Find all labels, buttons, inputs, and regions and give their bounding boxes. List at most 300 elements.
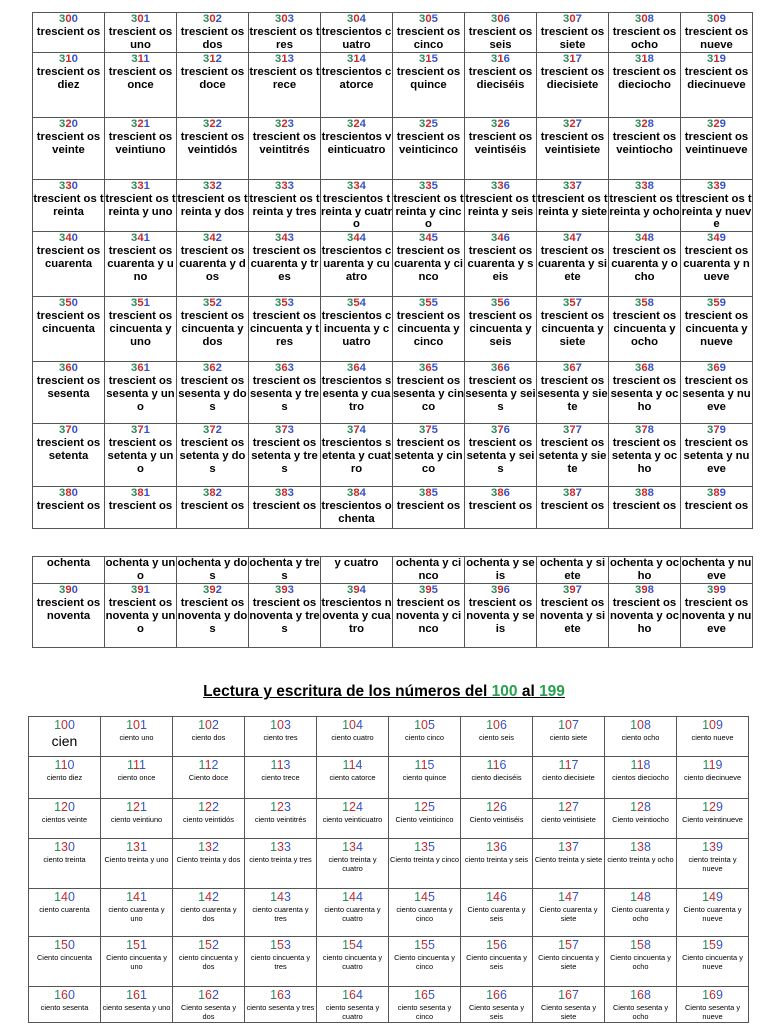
cell-number: 160 [54,988,75,1002]
cell-number: 379 [707,424,726,437]
number-cell [461,717,533,757]
number-cell [609,179,681,232]
number-word: Ciento treinta y uno [104,855,169,864]
number-cell [537,583,609,647]
number-word: ciento cuarenta y cuatro [324,905,381,923]
cell-number: 166 [486,988,507,1002]
cell-number: 328 [635,117,654,130]
cell-number: 348 [635,232,654,245]
cell-number: 339 [707,179,726,192]
cell-number: 304 [347,13,366,25]
number-word: trescient os uno [108,25,173,51]
number-word: trescient os nueve [684,25,749,51]
cell-number: 359 [707,297,726,310]
number-cell [461,757,533,799]
cell-number: 309 [707,13,726,25]
number-word: ochenta y uno [105,557,176,582]
number-word: trescient os sesenta y seis [465,375,536,414]
number-word: ciento quince [402,773,447,782]
cell-number: 394 [347,583,366,596]
cell-number: 101 [126,718,147,732]
cell-number: 167 [558,988,579,1002]
number-cell [177,13,249,53]
number-word: trescient os noventa y siete [539,596,606,635]
number-word: ciento sesenta y cinco [397,1003,452,1021]
number-cell [461,889,533,937]
number-word: trescient os setenta y cinco [394,437,463,476]
number-cell [29,937,101,987]
cell-number: 161 [126,988,147,1002]
number-cell [105,179,177,232]
number-word: ciento cincuenta y tres [250,953,311,971]
number-word: Ciento cuarenta y ocho [611,905,670,923]
number-word: trescientos cincuenta y cuatro [321,310,392,349]
number-word: trescient os setenta y tres [251,437,318,476]
number-word: ciento treinta y seis [464,855,529,864]
cell-number: 368 [635,362,654,375]
cell-number: 156 [486,938,507,952]
number-cell [173,937,245,987]
number-cell [245,937,317,987]
cell-number: 342 [203,232,222,245]
cell-number: 146 [486,890,507,904]
number-cell [677,799,749,839]
number-word: Ciento cincuenta y uno [106,953,167,971]
number-cell [101,839,173,889]
number-cell [105,52,177,117]
number-word: trescient os [252,500,317,513]
cell-number: 310 [59,52,78,65]
cell-number: 124 [342,800,363,814]
number-word: trescient os noventa y ocho [609,596,680,635]
number-word: trescient os treinta y cinco [393,192,464,231]
number-word: trescient os sesenta y siete [537,375,608,414]
cell-number: 352 [203,297,222,310]
number-word: trescient os setenta y nueve [683,437,750,476]
number-cell [321,179,393,232]
number-word: trescient os veintiuno [108,130,173,156]
cell-number: 382 [203,487,222,500]
cell-number: 140 [54,890,75,904]
number-cell [101,987,173,1023]
number-word: trescient os sesenta y ocho [610,375,679,414]
number-word: Ciento cincuenta y nueve [682,953,743,971]
table-row [33,362,753,424]
number-cell [33,583,105,647]
cell-number: 363 [275,362,294,375]
cell-number: 332 [203,179,222,192]
number-cell [389,757,461,799]
number-cell [389,987,461,1023]
number-cell [465,557,537,584]
cell-number: 375 [419,424,438,437]
number-cell [393,583,465,647]
number-word: ciento nueve [691,733,734,742]
cell-number: 163 [270,988,291,1002]
number-word: Ciento veintiséis [469,815,524,824]
number-word: ciento treinta [43,855,86,864]
cell-number: 141 [126,890,147,904]
number-word: trescient os once [108,65,173,91]
cell-number: 313 [275,52,294,65]
cell-number: 393 [275,583,294,596]
number-word: trescient os ocho [612,25,677,51]
number-word: ciento diecinueve [683,773,742,782]
number-word: ciento sesenta y cuatro [325,1003,380,1021]
number-word: ciento sesenta y uno [102,1003,171,1012]
number-word: ciento veintisiete [541,815,596,824]
number-word: trescientos setenta y cuatro [321,437,392,476]
number-word: ochenta y siete [539,557,606,582]
number-word: trescient os doce [180,65,245,91]
numbers-300-389-table [32,12,753,529]
number-word: trescient os [36,500,101,513]
number-cell [537,297,609,362]
number-cell [177,179,249,232]
numbers-380-399-table [32,556,753,648]
number-word: trescient os cincuenta y seis [468,310,533,349]
number-cell [249,583,321,647]
number-cell [605,757,677,799]
cell-number: 399 [707,583,726,596]
number-cell [101,799,173,839]
number-word: ciento veintidós [183,815,234,824]
cell-number: 133 [270,840,291,854]
cell-number: 386 [491,487,510,500]
number-word: trescient os trece [249,65,320,91]
number-cell [389,889,461,937]
number-cell [245,889,317,937]
number-cell [393,487,465,529]
number-cell [681,487,753,529]
number-word: trescientos veinticuatro [321,130,392,156]
number-cell [465,297,537,362]
number-cell [605,889,677,937]
number-cell [33,52,105,117]
cell-number: 113 [270,758,291,772]
number-cell [33,362,105,424]
number-word: trescient os cincuenta y dos [180,310,245,349]
number-cell [173,889,245,937]
number-word: trescient os siete [540,25,605,51]
number-word: ciento cuarenta [39,905,90,914]
number-word: ciento cuatro [331,733,374,742]
number-cell [681,232,753,297]
cell-number: 138 [630,840,651,854]
number-word: trescientos sesenta y cuatro [321,375,392,414]
number-word: trescient os sesenta y uno [106,375,175,414]
number-cell [249,52,321,117]
cell-number: 108 [630,718,651,732]
number-cell [245,757,317,799]
number-cell [605,937,677,987]
number-cell [321,583,393,647]
cell-number: 346 [491,232,510,245]
number-word: trescient os cuarenta y dos [179,245,246,284]
number-word: y cuatro [334,557,379,569]
number-cell [105,232,177,297]
number-cell [681,179,753,232]
cell-number: 322 [203,117,222,130]
number-cell [317,889,389,937]
cell-number: 314 [347,52,366,65]
number-word: trescient os noventa y dos [177,596,248,635]
number-cell [249,557,321,584]
number-cell [173,717,245,757]
cell-number: 396 [491,583,510,596]
number-cell [173,839,245,889]
number-cell [677,937,749,987]
table-row [29,839,749,889]
number-word: ciento cinco [404,733,445,742]
number-cell [321,297,393,362]
number-word: cientos veinte [41,815,88,824]
number-cell [389,717,461,757]
number-cell [389,839,461,889]
cell-number: 104 [342,718,363,732]
number-cell [465,362,537,424]
number-cell [677,757,749,799]
cell-number: 350 [59,297,78,310]
table-row [33,117,753,179]
number-word: trescientos catorce [321,65,392,91]
number-cell [681,52,753,117]
cell-number: 311 [131,52,150,65]
cell-number: 134 [342,840,363,854]
number-word: trescient os quince [396,65,461,91]
number-cell [461,987,533,1023]
cell-number: 369 [707,362,726,375]
cell-number: 139 [702,840,723,854]
number-cell [537,424,609,487]
cell-number: 132 [198,840,219,854]
number-cell [393,557,465,584]
number-cell [245,799,317,839]
number-cell [605,799,677,839]
cell-number: 127 [558,800,579,814]
number-cell [609,557,681,584]
cell-number: 398 [635,583,654,596]
number-word: trescient os sesenta [36,375,101,401]
cell-number: 317 [563,52,582,65]
table-row [29,799,749,839]
cell-number: 327 [563,117,582,130]
heading-prefix: Lectura y escritura de los números del [203,683,492,700]
number-cell [537,179,609,232]
number-cell [249,117,321,179]
number-word: ochenta y cinco [395,557,462,582]
number-cell [105,583,177,647]
number-cell [29,799,101,839]
number-cell [173,757,245,799]
cell-number: 130 [54,840,75,854]
number-word: Ciento cuarenta y siete [539,905,598,923]
number-cell [105,362,177,424]
number-cell [681,13,753,53]
number-cell [609,424,681,487]
cell-number: 126 [486,800,507,814]
number-word: ciento cuarenta y cinco [396,905,453,923]
cell-number: 324 [347,117,366,130]
number-word: trescientos cuatro [321,25,392,51]
cell-number: 158 [630,938,651,952]
cell-number: 380 [59,487,78,500]
cell-number: 120 [54,800,75,814]
number-word: Ciento sesenta y nueve [684,1003,741,1021]
number-cell [465,583,537,647]
number-cell [393,13,465,53]
cell-number: 118 [630,758,651,772]
number-cell [677,717,749,757]
number-cell [321,557,393,584]
number-word: ciento diecisiete [542,773,595,782]
number-cell [537,52,609,117]
number-cell [393,179,465,232]
number-word: trescient os veinte [36,130,101,156]
number-cell [533,937,605,987]
number-cell [609,52,681,117]
number-word: ciento veintitrés [254,815,307,824]
number-word: ciento uno [119,733,154,742]
number-word: trescient os cincuenta y nueve [684,310,749,349]
number-word: trescient os dieciséis [468,65,533,91]
number-word: ciento dos [191,733,226,742]
number-cell [537,13,609,53]
number-cell [173,987,245,1023]
cell-number: 148 [630,890,651,904]
number-word: trescient os cinco [396,25,461,51]
cell-number: 153 [270,938,291,952]
number-word: Ciento doce [188,773,229,782]
number-word: trescient os noventa y tres [249,596,320,635]
number-word: trescient os sesenta y tres [249,375,320,414]
cell-number: 123 [270,800,291,814]
table-row [33,487,753,529]
number-cell [33,179,105,232]
number-word: ciento treinta y cuatro [328,855,377,873]
number-cell [389,937,461,987]
number-cell [533,799,605,839]
number-word: trescient os cincuenta y cinco [396,310,461,349]
cell-number: 320 [59,117,78,130]
number-cell [33,487,105,529]
cell-number: 102 [198,718,219,732]
cell-number: 155 [414,938,435,952]
number-word: Ciento treinta y dos [176,855,241,864]
cell-number: 343 [275,232,294,245]
number-word: trescient os veintiocho [612,130,677,156]
number-cell [393,362,465,424]
number-word: Ciento sesenta y seis [468,1003,525,1021]
cell-number: 315 [419,52,438,65]
number-cell [461,839,533,889]
number-word: trescient os cuarenta y tres [250,245,319,284]
number-cell [533,987,605,1023]
number-word: trescient os diecisiete [540,65,605,91]
number-word: trescient os diez [36,65,101,91]
number-cell [177,583,249,647]
number-cell [177,52,249,117]
number-cell [677,889,749,937]
number-cell [393,117,465,179]
table-row [29,889,749,937]
cell-number: 316 [491,52,510,65]
number-cell [105,424,177,487]
cell-number: 103 [270,718,291,732]
number-word: trescient os [612,500,677,513]
table-row [29,987,749,1023]
number-cell [249,179,321,232]
number-cell [317,987,389,1023]
number-cell [101,757,173,799]
number-cell [681,117,753,179]
number-word: trescient os cincuenta [36,310,101,336]
cell-number: 360 [59,362,78,375]
number-word: ciento veintiuno [110,815,163,824]
number-word: trescient os setenta [36,437,101,463]
number-cell [609,232,681,297]
cell-number: 125 [414,800,435,814]
heading-from: 100 [491,683,518,700]
section-heading [0,683,768,701]
cell-number: 391 [131,583,150,596]
number-cell [321,117,393,179]
number-word: trescient os cuarenta y ocho [611,245,678,284]
number-word: trescientos treinta y cuatro [321,192,392,231]
number-cell [681,583,753,647]
number-cell [609,362,681,424]
number-cell [677,839,749,889]
number-cell [105,297,177,362]
number-cell [29,987,101,1023]
number-word: ciento treinta y ocho [607,855,674,864]
heading-to: 199 [539,683,565,700]
cell-number: 365 [419,362,438,375]
number-word: ciento once [117,773,156,782]
number-word: Ciento sesenta y dos [180,1003,237,1021]
number-cell [33,424,105,487]
number-word: ochenta [46,557,91,569]
number-cell [177,362,249,424]
cell-number: 147 [558,890,579,904]
number-word: trescient os diecinueve [684,65,749,91]
cell-number: 376 [491,424,510,437]
number-cell [609,13,681,53]
number-word: Ciento cuarenta y seis [467,905,526,923]
number-cell [533,757,605,799]
number-cell [33,557,105,584]
number-word: cien [51,733,78,749]
number-cell [465,424,537,487]
number-word: Ciento cincuenta y ocho [610,953,671,971]
number-word: ciento sesenta y tres [246,1003,315,1012]
number-cell [177,232,249,297]
cell-number: 349 [707,232,726,245]
number-cell [609,583,681,647]
cell-number: 374 [347,424,366,437]
cell-number: 383 [275,487,294,500]
cell-number: 122 [198,800,219,814]
numbers-100-169-table [28,716,749,1023]
number-word: trescient os setenta y uno [107,437,174,476]
number-word: ciento tres [263,733,298,742]
number-cell [465,52,537,117]
number-cell [173,799,245,839]
number-word: trescient os veintiséis [468,130,533,156]
cell-number: 388 [635,487,654,500]
cell-number: 115 [414,758,435,772]
number-word: trescient os sesenta y cinco [393,375,464,414]
